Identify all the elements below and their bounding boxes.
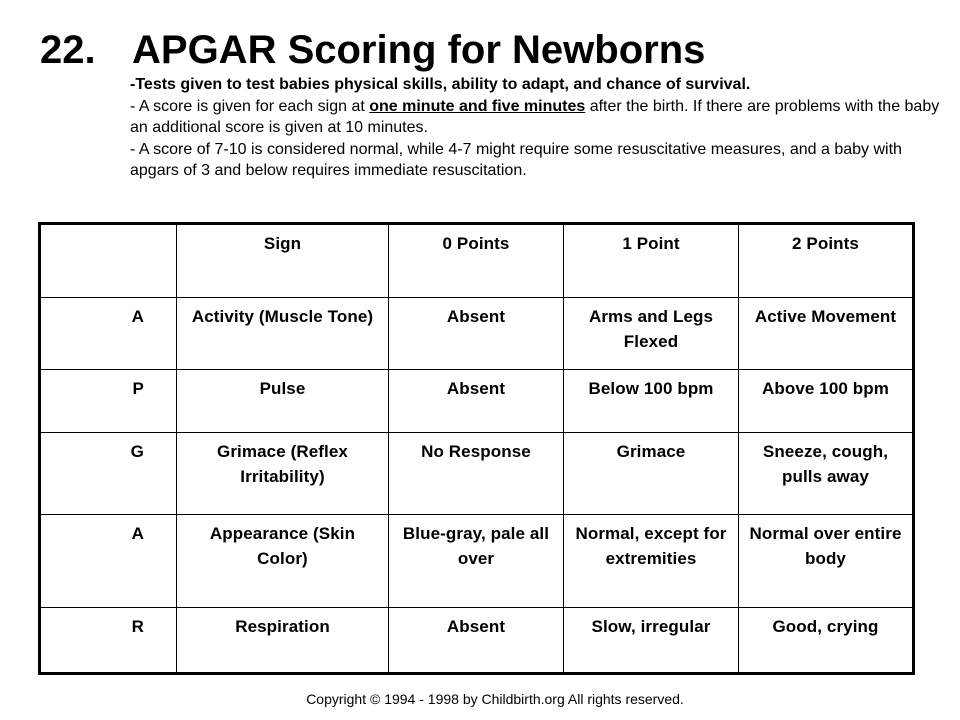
intro-timing-emphasis: one minute and five minutes — [369, 97, 586, 115]
table-cell-letter: A — [40, 515, 177, 608]
table-cell: Grimace — [564, 433, 739, 515]
table-cell: Blue-gray, pale all over — [389, 515, 564, 608]
table-cell: Active Movement — [739, 298, 914, 370]
table-cell: No Response — [389, 433, 564, 515]
intro-line-purpose: -Tests given to test babies physical skills, ability to adapt, and chance of survival. — [130, 76, 751, 93]
intro-timing-post: after the birth. If there are problems with the baby an additional score is given at 10 minutes. — [130, 97, 940, 136]
table-cell: Absent — [389, 608, 564, 674]
table-header-cell: 1 Point — [564, 224, 739, 298]
table-cell-letter: P — [40, 370, 177, 433]
table-cell: Slow, irregular — [564, 608, 739, 674]
apgar-table — [38, 222, 915, 675]
intro-line-interpretation: - A score of 7-10 is considered normal, while 4-7 might require some resuscitative measures, and a baby with apgars of 3 and below requires immediate resuscitation. — [130, 140, 902, 179]
table-header-cell: 2 Points — [739, 224, 914, 298]
table-cell: Absent — [389, 298, 564, 370]
table-header-cell: Sign — [177, 224, 389, 298]
copyright-footer: Copyright © 1994 - 1998 by Childbirth.org All rights reserved. — [306, 691, 684, 707]
table-row — [40, 433, 914, 515]
table-cell: Good, crying — [739, 608, 914, 674]
table-cell: Absent — [389, 370, 564, 433]
table-row — [40, 608, 914, 674]
table-cell: Normal, except for extremities — [564, 515, 739, 608]
table-cell-letter: R — [40, 608, 177, 674]
table-cell: Grimace (Reflex Irritability) — [177, 433, 389, 515]
table-header-row — [40, 224, 914, 298]
table-cell: Below 100 bpm — [564, 370, 739, 433]
table-header-cell: 0 Points — [389, 224, 564, 298]
table-cell: Above 100 bpm — [739, 370, 914, 433]
table-cell: Activity (Muscle Tone) — [177, 298, 389, 370]
page-title: APGAR Scoring for Newborns — [132, 28, 706, 72]
table-row — [40, 370, 914, 433]
table-cell-letter: G — [40, 433, 177, 515]
table-row — [40, 298, 914, 370]
table-cell: Respiration — [177, 608, 389, 674]
table-cell: Arms and Legs Flexed — [564, 298, 739, 370]
table-header-cell — [40, 224, 177, 298]
table-cell: Normal over entire body — [739, 515, 914, 608]
table-cell: Appearance (Skin Color) — [177, 515, 389, 608]
table-cell: Sneeze, cough, pulls away — [739, 433, 914, 515]
intro-timing-pre: - A score is given for each sign at — [130, 97, 370, 115]
slide-number: 22. — [40, 28, 96, 72]
table-row — [40, 515, 914, 608]
intro-text — [130, 74, 940, 182]
table-cell: Pulse — [177, 370, 389, 433]
table-cell-letter: A — [40, 298, 177, 370]
intro-line-timing — [130, 96, 940, 139]
